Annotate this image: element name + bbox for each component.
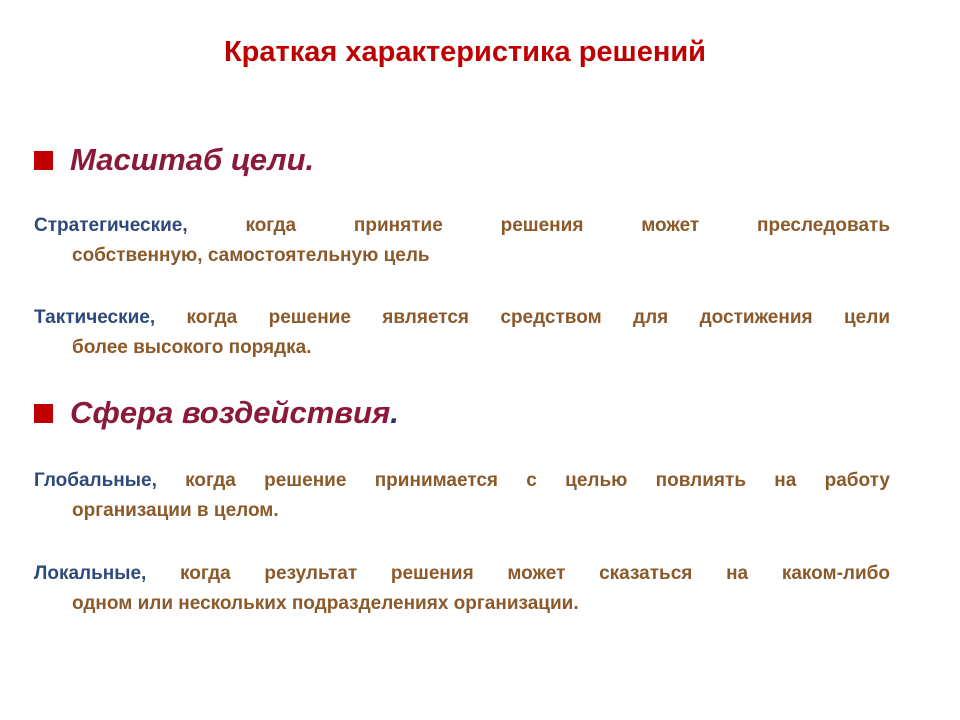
item-text-line2: организации в целом. <box>72 500 279 521</box>
term-label: Стратегические, <box>34 215 188 236</box>
item-text-line1: когда решение принимается с целью повлиять на работу <box>185 470 890 491</box>
slide-title: Краткая характеристика решений <box>223 36 707 68</box>
section-heading-punct: . <box>390 395 399 430</box>
list-item-first-line <box>34 466 890 496</box>
section-heading-text: Сфера воздействия <box>70 395 391 430</box>
item-text-line2: более высокого порядка. <box>72 337 312 358</box>
item-text-line1: когда решение является средством для достижения цели <box>186 307 891 328</box>
section-heading-sphere <box>34 395 399 431</box>
square-bullet-icon <box>34 404 53 423</box>
list-item-global <box>34 466 890 526</box>
list-item-strategic <box>34 211 890 271</box>
term-label: Тактические, <box>34 307 156 328</box>
list-item-first-line <box>34 211 890 241</box>
list-item-first-line <box>34 303 890 333</box>
item-text-line1: когда принятие решения может преследовать <box>245 215 891 236</box>
list-item-tactical <box>34 303 890 363</box>
list-item-local <box>34 559 890 619</box>
term-label: Локальные, <box>34 563 147 584</box>
section-heading-punct: . <box>305 142 315 177</box>
term-label: Глобальные, <box>34 470 157 491</box>
item-text-line1: когда результат решения может сказаться на каком-либо <box>180 563 890 584</box>
square-bullet-icon <box>34 151 53 170</box>
item-text-line2: одном или нескольких подразделениях организации. <box>72 593 579 614</box>
section-heading-text: Масштаб цели <box>70 142 306 177</box>
section-heading-scale <box>34 142 314 178</box>
list-item-first-line <box>34 559 890 589</box>
item-text-line2: собственную, самостоятельную цель <box>72 245 430 266</box>
